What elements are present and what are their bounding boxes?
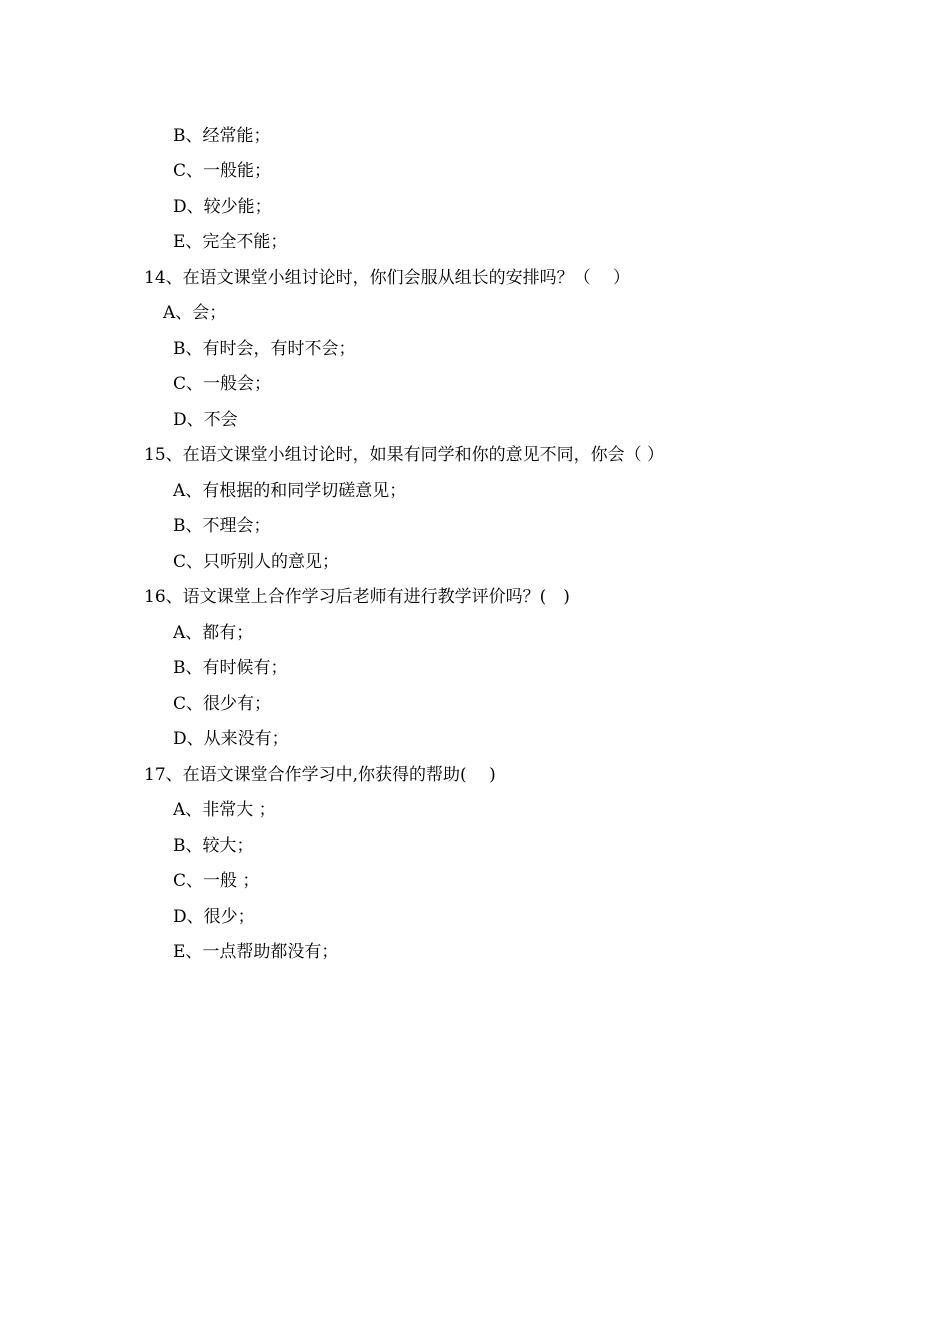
q15-option-c: C、只听别人的意见； <box>173 552 340 572</box>
q14-option-a: A、会； <box>163 303 227 323</box>
q15-option-a: A、有根据的和同学切磋意见； <box>173 481 407 501</box>
q17-option-c: C、一般 ； <box>173 871 260 891</box>
q13-option-d: D、较少能； <box>173 197 272 217</box>
q13-option-c: C、一般能； <box>173 161 272 181</box>
q15-question: 15、在语文课堂小组讨论时，如果有同学和你的意见不同，你会（ ） <box>144 445 665 465</box>
q17-option-d: D、很少； <box>173 907 255 927</box>
q16-question: 16、语文课堂上合作学习后老师有进行教学评价吗？( ) <box>144 587 570 607</box>
q14-option-b: B、有时会，有时不会； <box>173 339 356 359</box>
q16-option-d: D、从来没有； <box>173 729 289 749</box>
q13-option-e: E、完全不能； <box>173 232 288 252</box>
q17-option-a: A、非常大 ； <box>173 800 276 820</box>
q15-option-b: B、不理会； <box>173 516 271 536</box>
q17-option-b: B、较大； <box>173 836 254 856</box>
q14-option-c: C、一般会； <box>173 374 272 394</box>
q14-question: 14、在语文课堂小组讨论时，你们会服从组长的安排吗？（ ） <box>144 268 631 288</box>
q16-option-c: C、很少有； <box>173 694 272 714</box>
q13-option-b: B、经常能； <box>173 126 271 146</box>
q17-question: 17、在语文课堂合作学习中,你获得的帮助( ) <box>144 765 496 785</box>
q14-option-d: D、不会 <box>173 410 238 430</box>
q16-option-a: A、都有； <box>173 623 254 643</box>
q16-option-b: B、有时候有； <box>173 658 288 678</box>
q17-option-e: E、一点帮助都没有； <box>173 942 339 962</box>
